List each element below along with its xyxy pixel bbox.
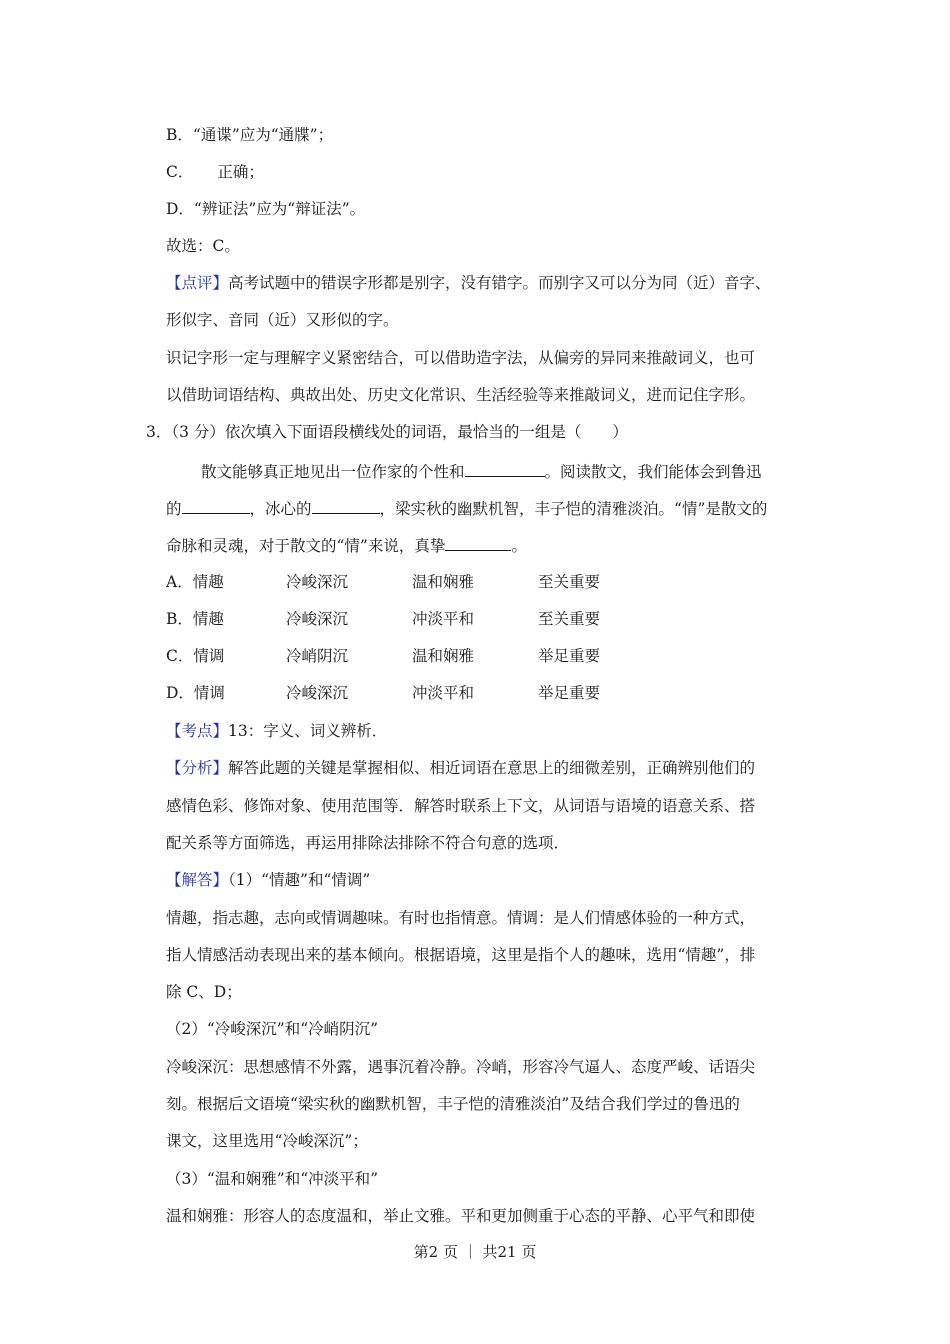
answer-option-c-label: C．	[166, 163, 194, 181]
part-3-heading: （3）“温和娴雅”和“冲淡平和”	[166, 1170, 379, 1188]
lengjun-line-1: 冷峻深沉：思想感情不外露，遇事沉着冷静。冷峭，形容冷气逼人、态度严峻、话语尖	[166, 1058, 756, 1076]
answer-option-c	[166, 161, 264, 183]
jieda-tag: 【解答】	[166, 871, 229, 889]
passage-text: 。	[511, 537, 527, 555]
option-d-col4: 举足重要	[538, 684, 601, 702]
lengjun-line-2: 刻。根据后文语境“梁实秋的幽默机智，丰子恺的清雅淡泊”及结合我们学过的鲁迅的	[166, 1095, 740, 1113]
passage-line-3	[166, 533, 527, 557]
fenxi-tag: 【分析】	[166, 759, 229, 777]
answer-option-c-text: 正确；	[217, 163, 264, 181]
passage-line-1	[201, 459, 762, 483]
fenxi-line-1	[166, 757, 755, 779]
blank-1	[465, 459, 545, 477]
option-b-col2: 冷峻深沉	[286, 610, 349, 628]
qingqu-line-1: 情趣，指志趣，志向或情调趣味。有时也指情意。情调：是人们情感体验的一种方式，	[166, 909, 756, 927]
passage-text: 。阅读散文，我们能体会到鲁迅	[544, 463, 762, 481]
passage-text: 散文能够真正地见出一位作家的个性和	[201, 463, 465, 481]
answer-choice: 故选：C。	[166, 237, 240, 255]
answer-option-d: D．“辨证法”应为“辩证法”。	[166, 200, 366, 218]
passage-text: ，冰心的	[249, 500, 312, 518]
dianping-line-1	[166, 272, 771, 294]
option-b-label: B．情趣	[166, 610, 224, 628]
fenxi-line-2: 感情色彩、修饰对象、使用范围等．解答时联系上下文，从词语与语境的语意关系、搭	[166, 797, 756, 815]
jieda-line-1	[166, 869, 370, 891]
blank-4	[445, 533, 511, 551]
option-d-col2: 冷峻深沉	[286, 684, 349, 702]
fenxi-text-1: 解答此题的关键是掌握相似、相近词语在意思上的细微差别，正确辨别他们的	[228, 759, 756, 777]
page-footer: 第2 页 ｜ 共21 页	[413, 1243, 537, 1261]
passage-text: 命脉和灵魂，对于散文的“情”来说，真挚	[166, 537, 446, 555]
option-a-col3: 温和娴雅	[412, 573, 475, 591]
part-2-heading: （2）“冷峻深沉”和“冷峭阴沉”	[166, 1020, 379, 1038]
fenxi-line-3: 配关系等方面筛选，再运用排除法排除不符合句意的选项．	[166, 834, 570, 852]
option-d-col3: 冲淡平和	[412, 684, 475, 702]
passage-text: 的	[166, 500, 182, 518]
wenhe-line-1: 温和娴雅：形容人的态度温和，举止文雅。平和更加侧重于心态的平静、心平气和即使	[166, 1207, 756, 1225]
blank-3	[312, 496, 380, 514]
answer-option-b: B．“通谍”应为“通牒”；	[166, 126, 334, 144]
option-a-label: A．情趣	[166, 573, 224, 591]
shiji-line-1: 识记字形一定与理解字义紧密结合，可以借助造字法，从偏旁的异同来推敲词义，也可	[166, 349, 756, 367]
blank-2	[182, 496, 250, 514]
passage-line-2	[166, 496, 767, 520]
option-d-label: D．情调	[166, 684, 225, 702]
option-c-col4: 举足重要	[538, 647, 601, 665]
option-c-col2: 冷峭阴沉	[286, 647, 349, 665]
dianping-text-1: 高考试题中的错误字形都是别字，没有错字。而别字又可以分为同（近）音字、	[228, 274, 771, 292]
kaodian-tag: 【考点】	[166, 722, 229, 740]
dianping-tag: 【点评】	[166, 274, 229, 292]
question-stem: 3．（3 分）依次填入下面语段横线处的词语，最恰当的一组是（ ）	[146, 423, 628, 441]
option-a-col2: 冷峻深沉	[286, 573, 349, 591]
option-c-label: C．情调	[166, 647, 225, 665]
dianping-line-2: 形似字、音同（近）又形似的字。	[166, 311, 399, 329]
kaodian-line	[166, 720, 387, 742]
option-b-col4: 至关重要	[538, 610, 601, 628]
passage-text: ，梁实秋的幽默机智，丰子恺的清雅淡泊。“情”是散文的	[379, 500, 768, 518]
kaodian-text: 13：字义、词义辨析．	[228, 722, 388, 740]
qingqu-line-2: 指人情感活动表现出来的基本倾向。根据语境，这里是指个人的趣味，选用“情趣”，排	[166, 946, 756, 964]
lengjun-line-3: 课文，这里选用“冷峻深沉”；	[166, 1132, 368, 1150]
option-c-col3: 温和娴雅	[412, 647, 475, 665]
option-b-col3: 冲淡平和	[412, 610, 475, 628]
option-a-col4: 至关重要	[538, 573, 601, 591]
jieda-text-1: （1）“情趣”和“情调”	[228, 871, 371, 889]
qingqu-line-3: 除 C、D；	[166, 983, 242, 1001]
shiji-line-2: 以借助词语结构、典故出处、历史文化常识、生活经验等来推敲词义，进而记住字形。	[166, 386, 756, 404]
